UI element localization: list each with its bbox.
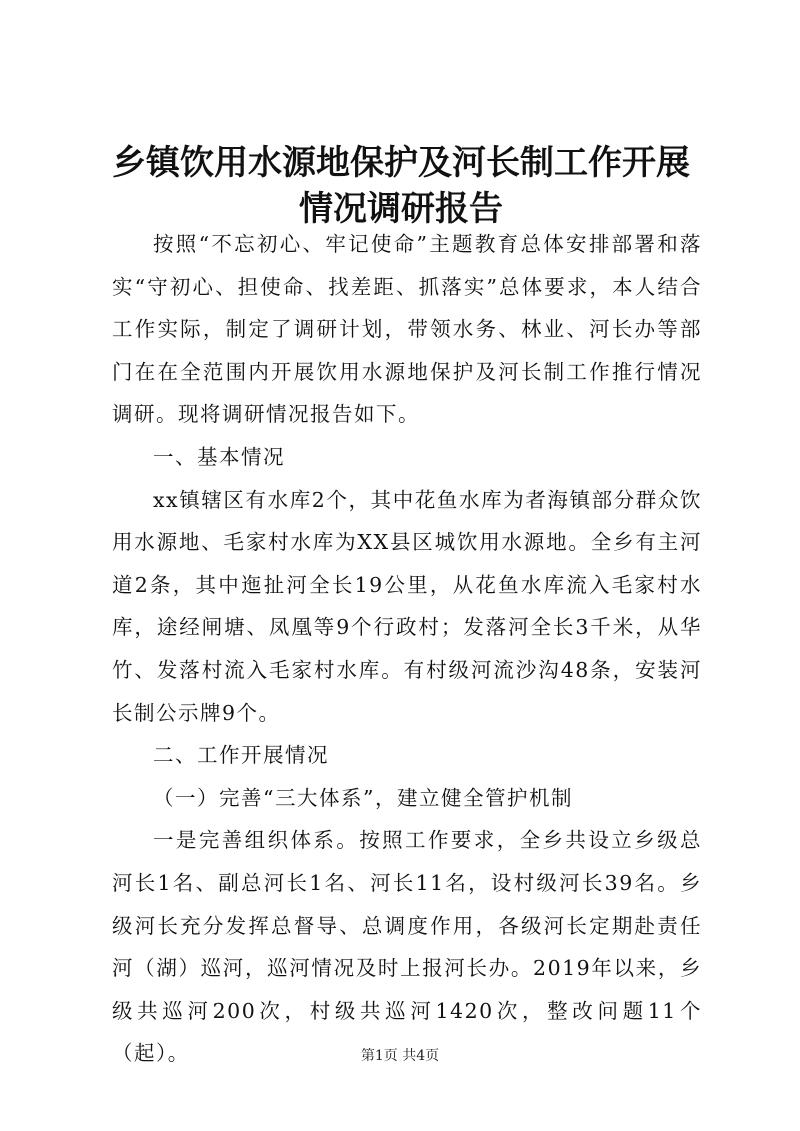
organization-paragraph: 一是完善组织体系。按照工作要求，全乡共设立乡级总河长1名、副总河长1名、河长11名，设村级河长39名。乡级河长充分发挥总督导、总调度作用，各级河长定期赴责任河（湖）巡河，巡河情况及时上报河长办。2019年以来，乡级共巡河200次，村级共巡河1420次，整改问题11个（起）。: [112, 828, 702, 1066]
intro-paragraph: 按照“不忘初心、牢记使命”主题教育总体安排部署和落实“守初心、担使命、找差距、抓落实”总体要求，本人结合工作实际，制定了调研计划，带领水务、林业、河长办等部门在在全范围内开展饮用水源地保护及河长制工作推行情况调研。现将调研情况报告如下。: [112, 232, 702, 427]
document-body: [112, 223, 702, 1075]
page-footer: 第1页 共4页: [360, 1048, 440, 1064]
section-heading-work: 二、工作开展情况: [153, 743, 329, 768]
section-heading-basic: 一、基本情况: [153, 444, 285, 469]
document-title: 乡镇饮用水源地保护及河长制工作开展情况调研报告: [112, 143, 690, 229]
basic-situation-paragraph: xx镇辖区有水库2个，其中花鱼水库为者海镇部分群众饮用水源地、毛家村水库为XX县区城饮用水源地。全乡有主河道2条，其中迤扯河全长19公里，从花鱼水库流入毛家村水库，途经闸塘、凤凰等9个行政村；发落河全长3千米，从华竹、发落村流入毛家村水库。有村级河流沙沟48条，安装河长制公示牌9个。: [112, 487, 702, 725]
subsection-heading: （一）完善“三大体系”，建立健全管护机制: [153, 785, 573, 810]
